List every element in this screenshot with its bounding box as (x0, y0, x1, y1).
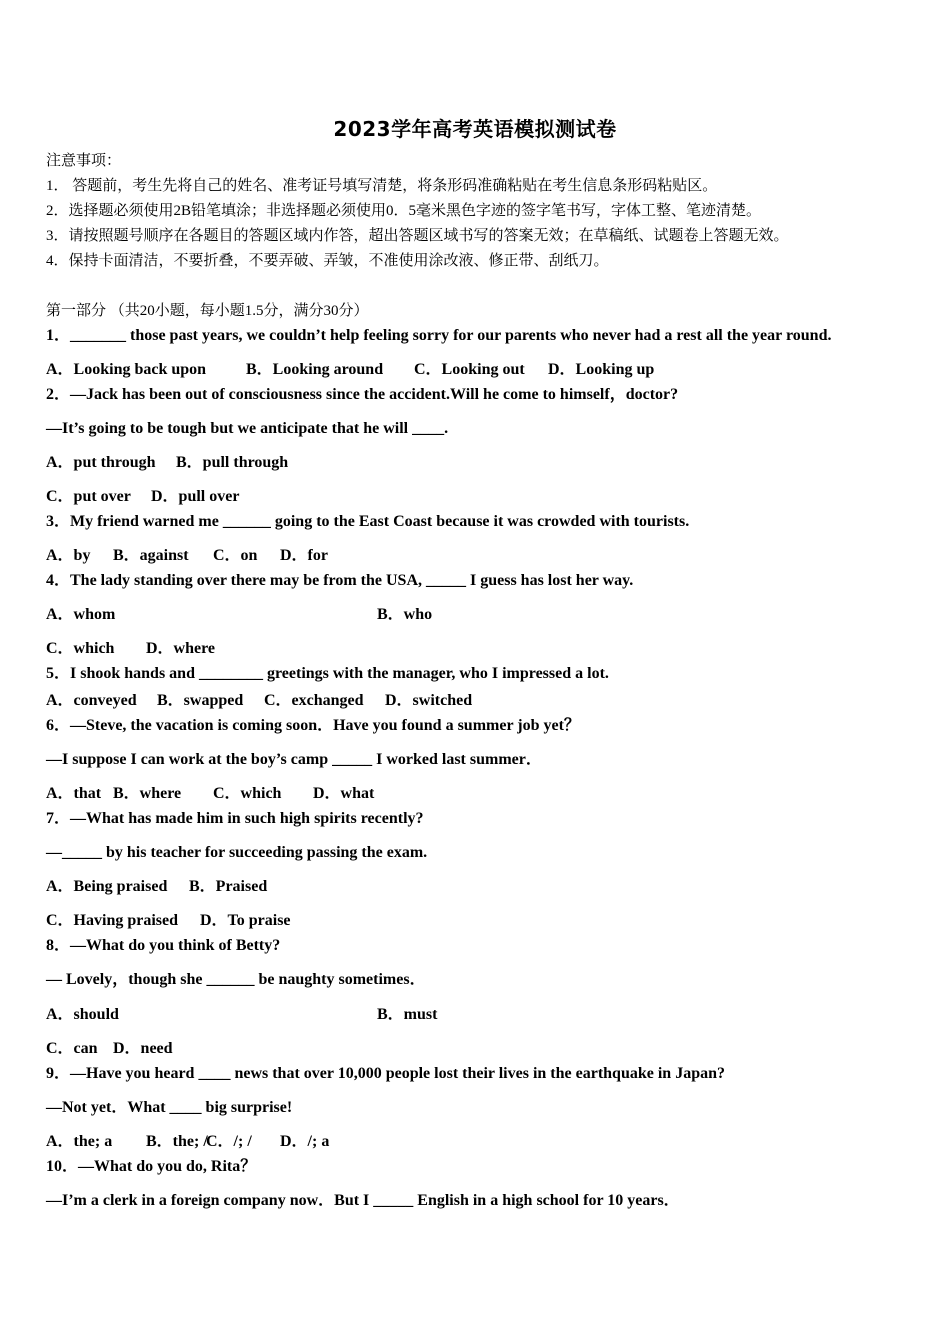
q7-option-c: C．Having praised (46, 912, 179, 929)
q3-option-a: A．by (46, 547, 91, 564)
question-2-stem: 2．—Jack has been out of consciousness since the accident.Will he come to himself，doctor? (46, 386, 679, 403)
q2-option-b: B．pull through (176, 454, 289, 471)
q5-option-b: B．swapped (157, 692, 244, 709)
question-8-stem: 8．—What do you think of Betty? (46, 937, 281, 954)
q4-option-b: B．who (377, 606, 433, 623)
q8-option-c: C．can (46, 1040, 98, 1057)
question-4-stem: 4．The lady standing over there may be from the USA, _____ I guess has lost her way. (46, 572, 634, 589)
question-9-stem: 9．—Have you heard ____ news that over 10,000 people lost their lives in the earthquake in Japan? (46, 1065, 725, 1082)
section-heading: 第一部分 （共20小题，每小题1.5分，满分30分） (46, 303, 369, 319)
q6-option-d: D．what (313, 785, 375, 802)
q2-option-c: C．put over (46, 488, 131, 505)
notice-item: 2．选择题必须使用2B铅笔填涂；非选择题必须使用0．5毫米黑色字迹的签字笔书写，字体工整、笔迹清楚。 (46, 203, 762, 219)
q6-option-a: A．that (46, 785, 102, 802)
q9-option-d: D．/; a (280, 1133, 330, 1150)
question-3-stem: 3．My friend warned me ______ going to the East Coast because it was crowded with tourists. (46, 513, 690, 530)
question-10-reply: —I’m a clerk in a foreign company now．But I _____ English in a high school for 10 years． (46, 1192, 680, 1209)
q7-option-a: A．Being praised (46, 878, 168, 895)
q3-option-c: C．on (213, 547, 258, 564)
notice-item: 4．保持卡面清洁，不要折叠，不要弄破、弄皱，不准使用涂改液、修正带、刮纸刀。 (46, 253, 609, 269)
q8-option-a: A．should (46, 1006, 119, 1023)
question-7-reply: —_____ by his teacher for succeeding passing the exam. (46, 844, 428, 861)
question-6-reply: —I suppose I can work at the boy’s camp _____ I worked last summer． (46, 751, 542, 768)
q2-option-a: A．put through (46, 454, 156, 471)
q7-option-b: B．Praised (189, 878, 268, 895)
q6-option-b: B．where (113, 785, 182, 802)
page-title: 2023学年高考英语模拟测试卷 (333, 117, 617, 141)
question-10-stem: 10．—What do you do, Rita？ (46, 1158, 257, 1175)
question-2-reply: —It’s going to be tough but we anticipate that he will ____. (46, 420, 449, 437)
q4-option-a: A．whom (46, 606, 116, 623)
question-7-stem: 7．—What has made him in such high spirits recently? (46, 810, 424, 827)
question-5-stem: 5．I shook hands and ________ greetings with the manager, who I impressed a lot. (46, 665, 609, 682)
q5-option-a: A．conveyed (46, 692, 137, 709)
q9-option-b: B．the; / (146, 1133, 208, 1150)
q2-option-d: D．pull over (151, 488, 240, 505)
q9-option-a: A．the; a (46, 1133, 113, 1150)
q6-option-c: C．which (213, 785, 282, 802)
q4-option-d: D．where (146, 640, 216, 657)
question-1-stem: 1．_______ those past years, we couldn’t help feeling sorry for our parents who never had a rest all the year round. (46, 327, 832, 344)
q1-option-b: B．Looking around (246, 361, 384, 378)
q9-option-c: C．/; / (206, 1133, 252, 1150)
notice-item: 3．请按照题号顺序在各题目的答题区域内作答，超出答题区域书写的答案无效；在草稿纸、试题卷上答题无效。 (46, 228, 789, 244)
q7-option-d: D．To praise (200, 912, 291, 929)
q1-option-d: D．Looking up (548, 361, 655, 378)
question-6-stem: 6．—Steve, the vacation is coming soon．Have you found a summer job yet？ (46, 717, 580, 734)
q8-option-d: D．need (113, 1040, 173, 1057)
q3-option-b: B．against (113, 547, 189, 564)
notice-heading: 注意事项： (46, 153, 122, 169)
q3-option-d: D．for (280, 547, 328, 564)
q1-option-c: C．Looking out (414, 361, 525, 378)
q5-option-c: C．exchanged (264, 692, 364, 709)
q5-option-d: D．switched (385, 692, 473, 709)
question-8-reply: — Lovely，though she ______ be naughty sometimes． (46, 971, 426, 988)
q8-option-b: B．must (377, 1006, 438, 1023)
question-9-reply: —Not yet．What ____ big surprise! (46, 1099, 293, 1116)
notice-item: 1． 答题前，考生先将自己的姓名、准考证号填写清楚，将条形码准确粘贴在考生信息条形码粘贴区。 (46, 178, 718, 194)
q1-option-a: A．Looking back upon (46, 361, 207, 378)
q4-option-c: C．which (46, 640, 115, 657)
